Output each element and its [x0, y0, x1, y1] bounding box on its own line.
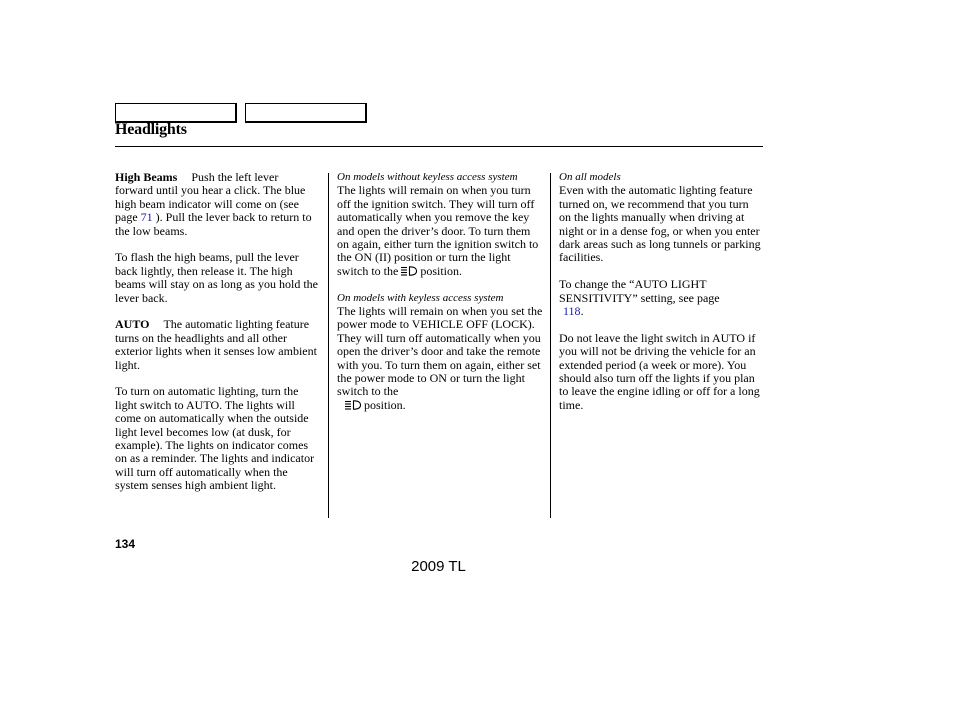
column-2	[337, 171, 543, 426]
column-divider-1	[328, 173, 329, 518]
page-number: 134	[115, 537, 136, 551]
column-divider-2	[550, 173, 551, 518]
auto-paragraph	[115, 318, 319, 372]
all-models-subheading: On all models	[559, 171, 621, 183]
high-beams-paragraph	[115, 171, 319, 238]
auto-sensitivity-text: To change the “AUTO LIGHT SENSITIVITY” setting, see page	[559, 277, 720, 305]
page-link-71[interactable]: 71	[140, 210, 153, 225]
turn-on-auto-paragraph: To turn on automatic lighting, turn the light switch to AUTO. The lights will come on automatically when the outside light level becomes low (at dusk, for example). The lights on indicator comes on as a reminder. The lights and indicator will turn off automatically when the system senses high ambient light.	[115, 384, 315, 493]
high-beams-heading: High Beams	[115, 170, 178, 184]
auto-text: The automatic lighting feature turns on the headlights and all other exterior lights when it senses low ambient light.	[115, 317, 317, 372]
without-keyless-paragraph	[337, 184, 543, 278]
title-divider	[115, 146, 763, 147]
section-tab-1[interactable]	[115, 103, 237, 123]
auto-sensitivity-paragraph	[559, 278, 763, 318]
high-beams-text-a: Push the left lever forward until you hear a click. The blue high beam indicator will come on (see page	[115, 170, 306, 225]
with-keyless-subheading: On models with keyless access system	[337, 291, 504, 304]
auto-sensitivity-end: .	[580, 304, 584, 319]
footer-model: 2009 TL	[411, 558, 466, 575]
column-1	[115, 171, 319, 506]
with-keyless-paragraph	[337, 305, 543, 412]
section-tab-2[interactable]	[245, 103, 367, 123]
without-keyless-subheading: On models without keyless access system	[337, 171, 518, 183]
page-title: Headlights	[115, 121, 187, 138]
manual-lights-paragraph: Even with the automatic lighting feature turned on, we recommend that you turn on the lights manually when driving at night or in a dense fog, or when you enter dark areas such as long tunnels or parking facilities.	[559, 183, 761, 265]
page-link-118[interactable]: 118	[563, 304, 581, 319]
flash-high-beams-paragraph: To flash the high beams, pull the lever back lightly, then release it. The high beams will stay on as long as you hold the lever back.	[115, 250, 318, 305]
auto-heading: AUTO	[115, 317, 150, 332]
with-keyless-text-end: position.	[364, 397, 406, 412]
headlight-icon	[401, 266, 417, 276]
section-tabs	[115, 103, 368, 123]
without-keyless-text: The lights will remain on when you turn off the ignition switch. They will turn off automatically when you remove the key and open the driver’s door. To turn them on again, either turn the ignition switch to the ON (II) position or turn the light switch to the	[337, 183, 539, 278]
without-keyless-text-end: position.	[420, 263, 462, 278]
headlight-icon	[345, 400, 361, 410]
column-3	[559, 171, 763, 426]
with-keyless-text: The lights will remain on when you set the power mode to VEHICLE OFF (LOCK). They will turn off automatically when you open the driver’s door and take the remote with you. To turn them on again, either set the power mode to ON or turn the light switch to the	[337, 304, 543, 399]
leave-switch-paragraph: Do not leave the light switch in AUTO if you will not be driving the vehicle for an extended period (a week or more). You should also turn off the lights if you plan to leave the engine idling or off for a long time.	[559, 330, 760, 412]
high-beams-text-b: ). Pull the lever back to return to the low beams.	[115, 210, 312, 238]
